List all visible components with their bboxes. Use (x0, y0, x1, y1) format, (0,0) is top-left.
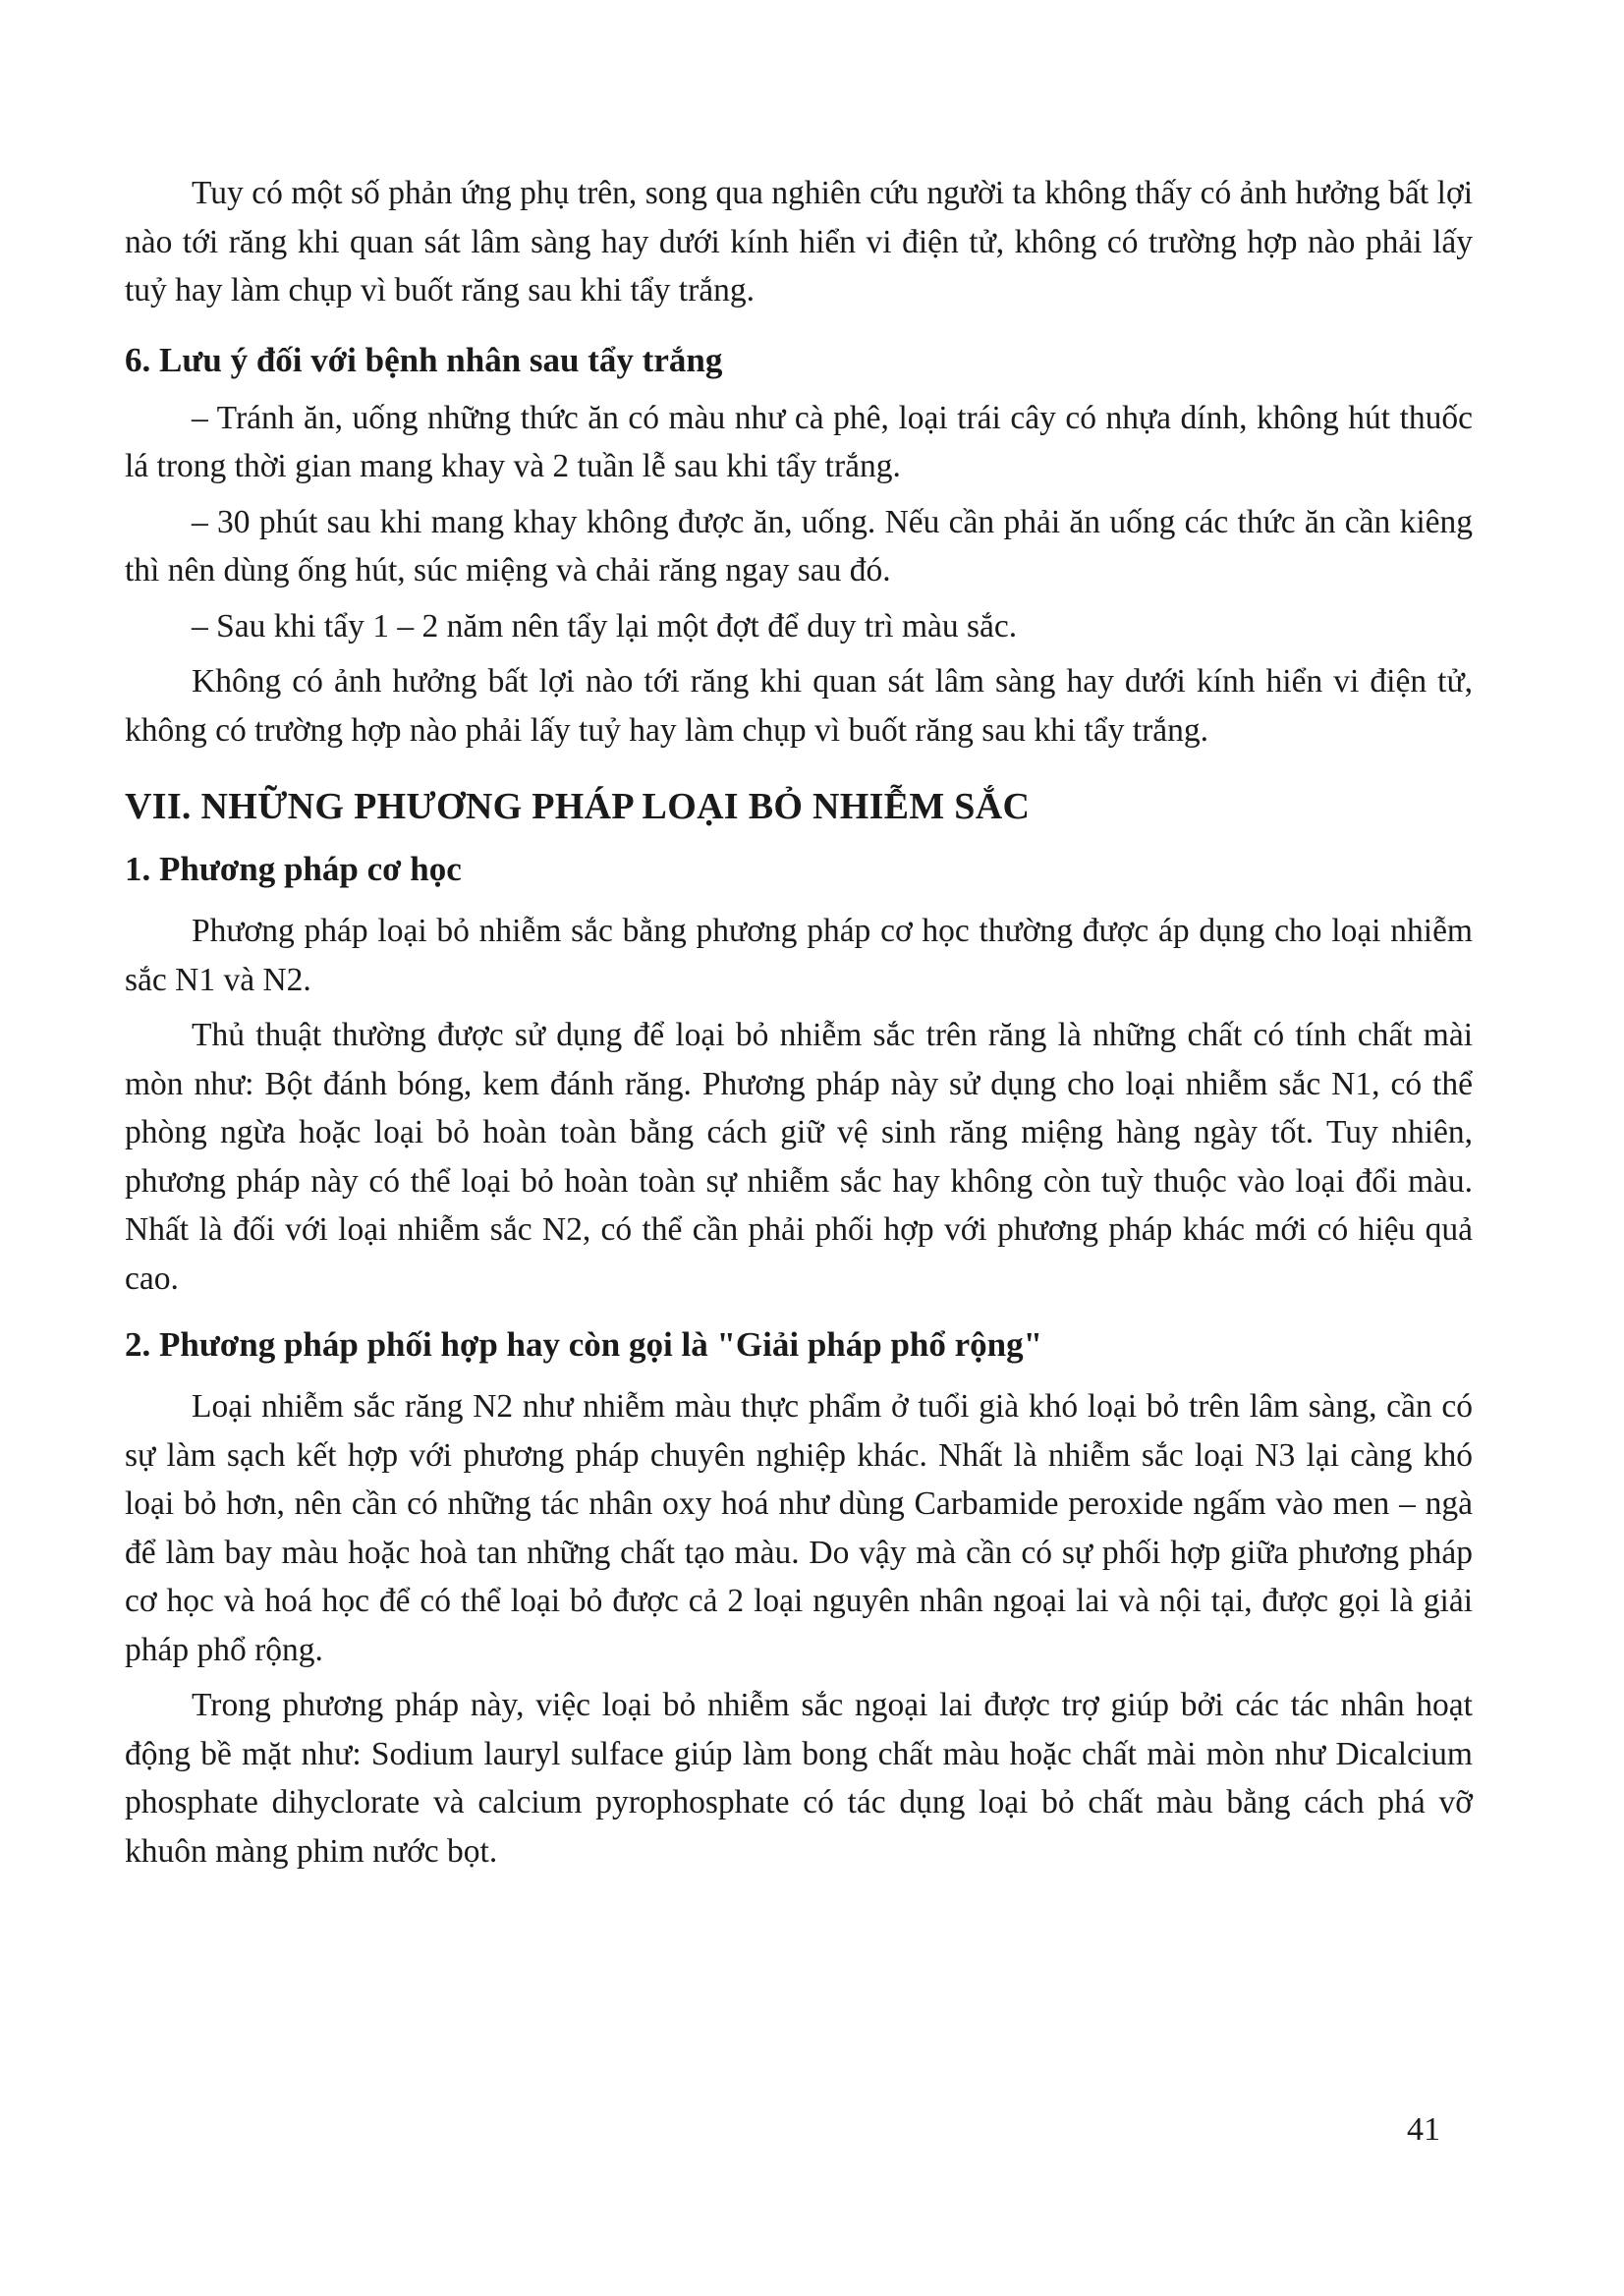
section-7-1-paragraph-1: Phương pháp loại bỏ nhiễm sắc bằng phương pháp cơ học thường được áp dụng cho loại nhiễm sắc N1 và N2. (125, 913, 1473, 998)
section-7-1-heading: 1. Phương pháp cơ học (125, 850, 462, 888)
section-7-2-paragraph-1: Loại nhiễm sắc răng N2 như nhiễm màu thực phẩm ở tuổi già khó loại bỏ trên lâm sàng, cần có sự làm sạch kết hợp với phương pháp chuyên nghiệp khác. Nhất là nhiễm sắc loại N3 lại càng khó loại bỏ hơn, nên cần có những tác nhân oxy hoá như dùng Carbamide peroxide ngấm vào men – ngà để làm bay màu hoặc hoà tan những chất tạo màu. Do vậy mà cần có sự phối hợp giữa phương pháp cơ học và hoá học để có thể loại bỏ được cả 2 loại nguyên nhân ngoại lai và nội tại, được gọi là giải pháp phổ rộng. (125, 1388, 1473, 1668)
section-7-heading: VII. NHỮNG PHƯƠNG PHÁP LOẠI BỎ NHIỄM SẮC (125, 786, 1031, 827)
section-6-closing: Không có ảnh hưởng bất lợi nào tới răng khi quan sát lâm sàng hay dưới kính hiển vi điện tử, không có trường hợp nào phải lấy tuỷ hay làm chụp vì buốt răng sau khi tẩy trắng. (125, 663, 1473, 749)
section-7-2-paragraph-2: Trong phương pháp này, việc loại bỏ nhiễm sắc ngoại lai được trợ giúp bởi các tác nhân hoạt động bề mặt như: Sodium lauryl sulface giúp làm bong chất màu hoặc chất mài mòn như Dicalcium phosphate dihyclorate và calcium pyrophosphate có tác dụng loại bỏ chất màu bằng cách phá vỡ khuôn màng phim nước bọt. (125, 1687, 1473, 1870)
section-6-item-1: – Tránh ăn, uống những thức ăn có màu như cà phê, loại trái cây có nhựa dính, không hút thuốc lá trong thời gian mang khay và 2 tuần lễ sau khi tẩy trắng. (125, 399, 1473, 484)
section-6-item-2: – 30 phút sau khi mang khay không được ăn, uống. Nếu cần phải ăn uống các thức ăn cần kiêng thì nên dùng ống hút, súc miệng và chải răng ngay sau đó. (125, 503, 1473, 588)
page-number: 41 (1407, 2111, 1440, 2148)
section-7-2-heading: 2. Phương pháp phối hợp hay còn gọi là "Giải pháp phổ rộng" (125, 1325, 1043, 1364)
section-6-heading: 6. Lưu ý đối với bệnh nhân sau tẩy trắng (125, 340, 723, 379)
section-6-item-3: – Sau khi tẩy 1 – 2 năm nên tẩy lại một đợt để duy trì màu sắc. (192, 607, 1018, 644)
section-7-1-paragraph-2: Thủ thuật thường được sử dụng để loại bỏ nhiễm sắc trên răng là những chất có tính chất mài mòn như: Bột đánh bóng, kem đánh răng. Phương pháp này sử dụng cho loại nhiễm sắc N1, có thể phòng ngừa hoặc loại bỏ hoàn toàn bằng cách giữ vệ sinh răng miệng hàng ngày tốt. Tuy nhiên, phương pháp này có thể loại bỏ hoàn toàn sự nhiễm sắc hay không còn tuỳ thuộc vào loại đổi màu. Nhất là đối với loại nhiễm sắc N2, có thể cần phải phối hợp với phương pháp khác mới có hiệu quả cao. (125, 1017, 1473, 1297)
page-body (125, 169, 1473, 1882)
intro-paragraph: Tuy có một số phản ứng phụ trên, song qua nghiên cứu người ta không thấy có ảnh hưởng bất lợi nào tới răng khi quan sát lâm sàng hay dưới kính hiển vi điện tử, không có trường hợp nào phải lấy tuỷ hay làm chụp vì buốt răng sau khi tẩy trắng. (125, 175, 1473, 308)
